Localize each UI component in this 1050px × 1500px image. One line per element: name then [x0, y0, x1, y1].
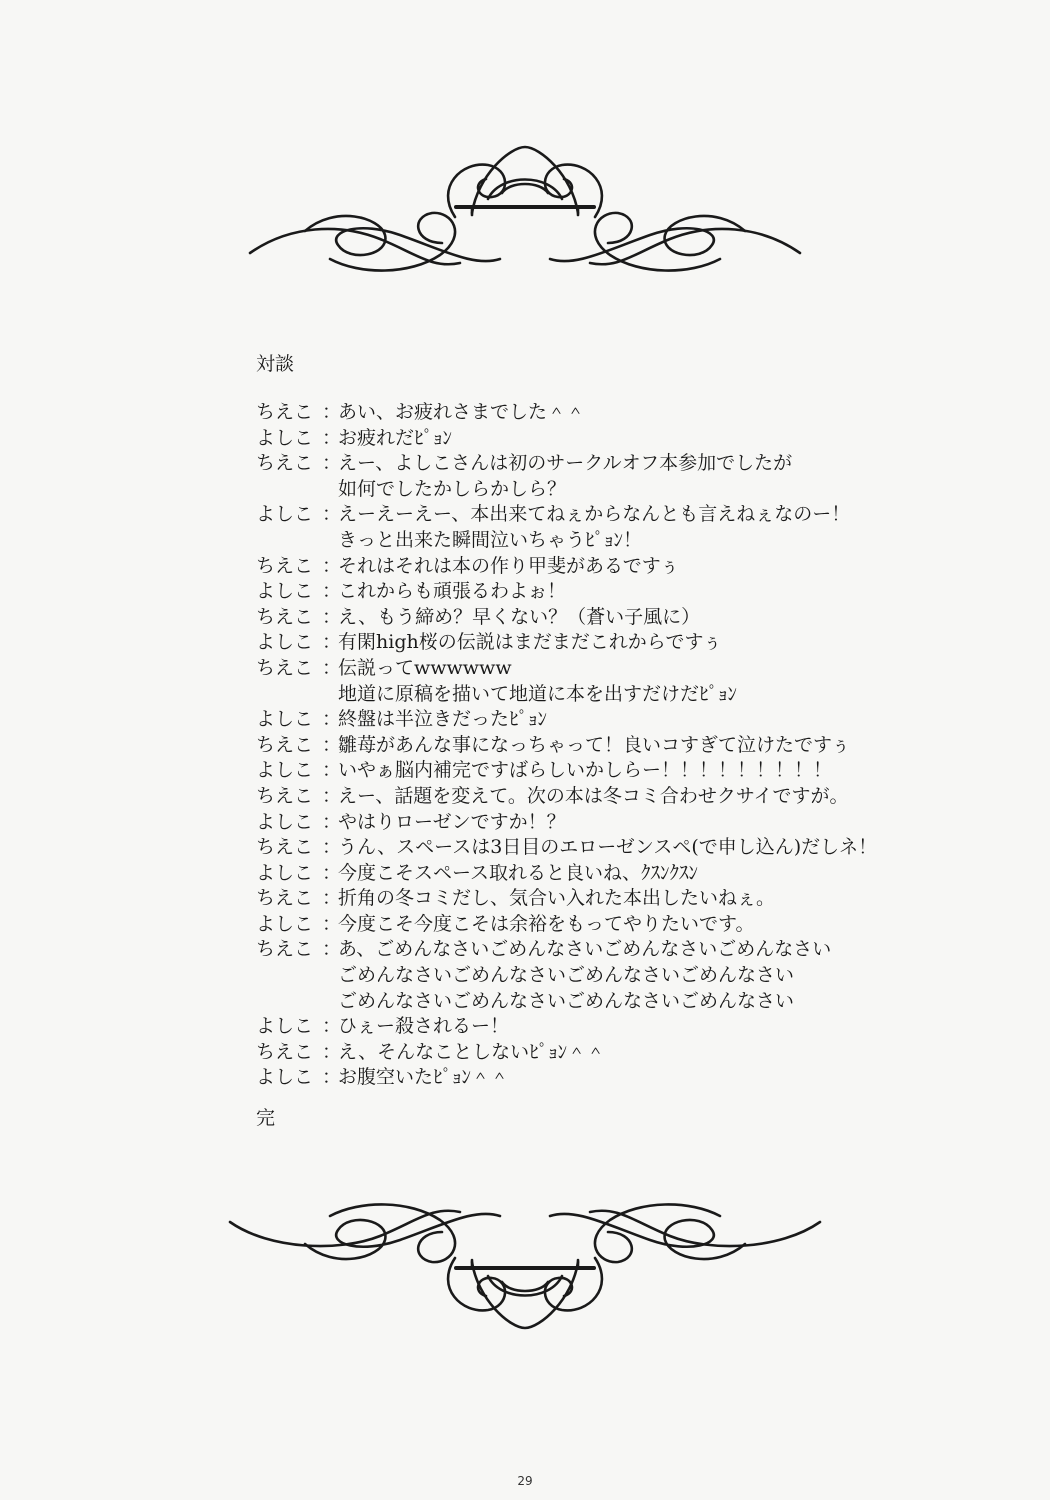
dialogue-text: ひぇー殺されるー！ [338, 1015, 510, 1038]
dialogue-text: 如何でしたかしらかしら？ [338, 477, 567, 500]
dialogue-line [256, 733, 956, 759]
dialogue-text: え、そんなことしないﾋﾟｮﾝ＾＾ [338, 1040, 606, 1063]
speaker-name: よしこ [256, 1066, 314, 1089]
speaker-colon: ： [322, 759, 342, 782]
dialogue-text: いやぁ脳内補完ですばらしいかしらー！！！！！！！！！ [338, 759, 833, 782]
speaker-colon: ： [322, 1066, 342, 1089]
speaker-name [256, 989, 322, 1015]
dialogue-text: これからも頑張るわよぉ！ [338, 580, 567, 603]
dialogue-line [256, 426, 956, 452]
speaker-name: よしこ [256, 1015, 314, 1038]
speaker-colon: ： [322, 784, 342, 807]
speaker-colon: ： [322, 401, 342, 423]
dialogue-line [256, 554, 956, 580]
top-flourish-ornament [210, 135, 840, 305]
dialogue-line [256, 861, 956, 887]
dialogue-line [256, 886, 956, 912]
speaker-name: よしこ [256, 580, 314, 603]
dialogue-text: あ、ごめんなさいごめんなさいごめんなさいごめんなさい [338, 938, 832, 961]
speaker-colon: ： [322, 503, 342, 526]
speaker-name [256, 963, 322, 989]
speaker-colon: ： [322, 708, 342, 731]
dialogue-text: 雛苺があんな事になっちゃって！良いコすぎて泣けたですぅ [338, 733, 851, 756]
speaker-name: ちえこ [256, 605, 314, 628]
speaker-colon [322, 682, 338, 708]
speaker-name: ちえこ [256, 554, 314, 577]
speaker-name: よしこ [256, 912, 314, 935]
dialogue-text: 有閑high桜の伝説はまだまだこれからですぅ [338, 631, 722, 654]
speaker-colon: ： [322, 656, 342, 679]
dialogue-text: 伝説ってwwwwww [338, 656, 512, 679]
speaker-colon [322, 477, 338, 503]
speaker-name: よしこ [256, 861, 314, 884]
speaker-name [256, 528, 322, 554]
dialogue-line [256, 1014, 956, 1040]
dialogue-text: ごめんなさいごめんなさいごめんなさいごめんなさい [338, 964, 795, 987]
page-number: 29 [517, 1474, 533, 1488]
dialogue-text: 地道に原稿を描いて地道に本を出すだけだﾋﾟｮﾝ [338, 682, 738, 705]
speaker-colon: ： [322, 810, 342, 833]
dialogue-line [256, 707, 956, 733]
speaker-colon: ： [322, 1040, 342, 1063]
speaker-name: よしこ [256, 503, 314, 526]
dialogue-text: それはそれは本の作り甲斐があるですぅ [338, 554, 680, 577]
speaker-name [256, 477, 322, 503]
dialogue-line [256, 528, 956, 554]
speaker-name: よしこ [256, 631, 314, 654]
page-title: 対談 [256, 353, 295, 375]
dialogue-line [256, 605, 956, 631]
dialogue-text: お腹空いたﾋﾟｮﾝ＾＾ [338, 1066, 510, 1089]
dialogue-line [256, 937, 956, 963]
speaker-colon [322, 528, 338, 554]
dialogue-text: きっと出来た瞬間泣いちゃうﾋﾟｮﾝ！ [338, 528, 643, 551]
speaker-name: ちえこ [256, 656, 314, 679]
dialogue-list [256, 400, 956, 1091]
dialogue-text: やはりローゼンですか！？ [338, 810, 566, 833]
speaker-colon: ： [322, 631, 342, 654]
dialogue-line [256, 400, 956, 426]
dialogue-text: えー、よしこさんは初のサークルオフ本参加でしたが [338, 452, 793, 475]
speaker-colon: ： [322, 452, 342, 475]
speaker-colon [322, 963, 338, 989]
dialogue-line [256, 630, 956, 656]
dialogue-text: ごめんなさいごめんなさいごめんなさいごめんなさい [338, 989, 795, 1012]
dialogue-line [256, 579, 956, 605]
speaker-name: ちえこ [256, 938, 314, 961]
speaker-name: ちえこ [256, 887, 314, 910]
dialogue-text: 折角の冬コミだし、気合い入れた本出したいねぇ。 [338, 887, 776, 910]
speaker-colon: ： [322, 861, 342, 884]
speaker-colon: ： [322, 554, 342, 577]
dialogue-line [256, 502, 956, 528]
speaker-colon: ： [322, 938, 342, 961]
dialogue-text: え、もう締め？早くない？（蒼い子風に） [338, 605, 701, 628]
speaker-name [256, 682, 322, 708]
dialogue-line [256, 835, 956, 861]
dialogue-line [256, 810, 956, 836]
speaker-name: ちえこ [256, 784, 314, 807]
speaker-name: よしこ [256, 810, 314, 833]
speaker-colon: ： [322, 912, 342, 935]
dialogue-text: 今度こそスペース取れると良いね、ｸｽﾝｸｽﾝ [338, 861, 699, 884]
dialogue-line [256, 477, 956, 503]
dialogue-line [256, 784, 956, 810]
dialogue-line [256, 682, 956, 708]
dialogue-text: えー、話題を変えて。次の本は冬コミ合わせクサイですが。 [338, 784, 849, 807]
end-mark: 完 [256, 1107, 276, 1129]
dialogue-line [256, 912, 956, 938]
dialogue-line [256, 758, 956, 784]
speaker-colon: ： [322, 580, 342, 603]
dialogue-text: あい、お疲れさまでした＾＾ [338, 401, 586, 423]
speaker-colon [322, 989, 338, 1015]
speaker-colon: ： [322, 605, 342, 628]
speaker-name: よしこ [256, 426, 314, 449]
speaker-name: ちえこ [256, 836, 314, 859]
dialogue-line [256, 1065, 956, 1091]
speaker-colon: ： [322, 426, 342, 449]
dialogue-text: お疲れだﾋﾟｮﾝ [338, 426, 453, 449]
dialogue-line [256, 989, 956, 1015]
dialogue-text: うん、スペースは3日目のエローゼンスペ(で申し込ん)だしネ！ [338, 836, 878, 859]
speaker-name: よしこ [256, 708, 314, 731]
dialogue-line [256, 963, 956, 989]
dialogue-line [256, 656, 956, 682]
speaker-colon: ： [322, 836, 342, 859]
dialogue-text: えーえーえー、本出来てねぇからなんとも言えねぇなのー！ [338, 503, 851, 526]
dialogue-line [256, 451, 956, 477]
bottom-flourish-ornament [210, 1170, 840, 1340]
dialogue-text: 終盤は半泣きだったﾋﾟｮﾝ [338, 708, 548, 731]
speaker-colon: ： [322, 1015, 342, 1038]
speaker-name: ちえこ [256, 401, 314, 423]
speaker-name: よしこ [256, 759, 314, 782]
speaker-colon: ： [322, 887, 342, 910]
speaker-name: ちえこ [256, 733, 314, 756]
speaker-colon: ： [322, 733, 342, 756]
dialogue-line [256, 1040, 956, 1066]
speaker-name: ちえこ [256, 1040, 314, 1063]
speaker-name: ちえこ [256, 452, 314, 475]
dialogue-text: 今度こそ今度こそは余裕をもってやりたいです。 [338, 912, 755, 935]
